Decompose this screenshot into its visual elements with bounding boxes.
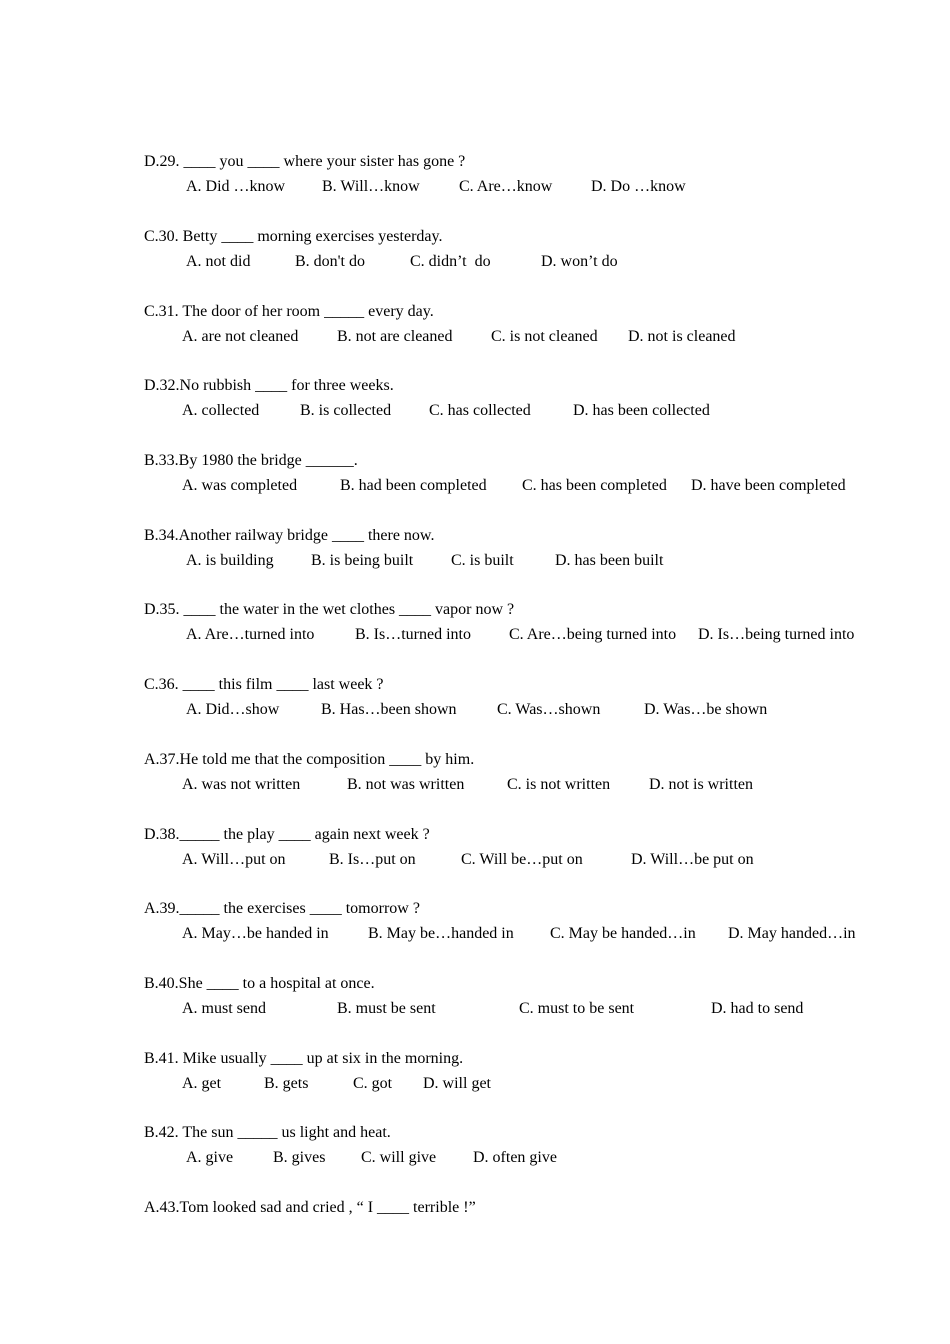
option-a: A. get [182,1075,222,1092]
option-d: D. Is…being turned into [698,626,855,643]
option-b: B. gets [264,1075,309,1092]
question-stem: B.42. The sun _____ us light and heat. [144,1124,391,1141]
option-a: A. give [186,1149,234,1166]
option-d: D. May handed…in [728,925,856,942]
option-c: C. is not cleaned [491,328,598,345]
option-b: B. not are cleaned [337,328,453,345]
option-d: D. had to send [711,1000,804,1017]
option-c: C. will give [361,1149,437,1166]
option-d: D. not is cleaned [628,328,736,345]
option-d: D. have been completed [691,477,846,494]
option-c: C. got [353,1075,393,1092]
option-a: A. May…be handed in [182,925,329,942]
option-c: C. May be handed…in [550,925,696,942]
option-d: D. won’t do [541,253,618,270]
question-stem: C.36. ____ this film ____ last week ? [144,676,384,693]
question-stem: D.32.No rubbish ____ for three weeks. [144,377,394,394]
question-stem: B.33.By 1980 the bridge ______. [144,452,358,469]
question-stem: D.35. ____ the water in the wet clothes ____ vapor now ? [144,601,515,618]
option-b: B. Is…turned into [355,626,471,643]
question-stem: C.30. Betty ____ morning exercises yesterday. [144,228,443,245]
option-b: B. is collected [300,402,392,419]
option-d: D. has been collected [573,402,710,419]
option-a: A. Did …know [186,178,286,195]
option-c: C. didn’t do [410,253,491,270]
option-a: A. Will…put on [182,851,286,868]
question-stem: C.31. The door of her room _____ every day. [144,303,434,320]
option-b: B. is being built [311,552,414,569]
option-d: D. will get [423,1075,491,1092]
question-stem: B.40.She ____ to a hospital at once. [144,975,375,992]
option-d: D. has been built [555,552,664,569]
option-b: B. had been completed [340,477,487,494]
option-b: B. May be…handed in [368,925,514,942]
option-b: B. gives [273,1149,326,1166]
option-a: A. not did [186,253,251,270]
option-d: D. Do …know [591,178,686,195]
option-b: B. don't do [295,253,365,270]
question-stem: D.38._____ the play ____ again next week ? [144,826,430,843]
option-a: A. Did…show [186,701,280,718]
option-c: C. Are…being turned into [509,626,677,643]
question-stem: A.43.Tom looked sad and cried , “ I ____ terrible !” [144,1199,476,1216]
option-c: C. Are…know [459,178,553,195]
option-a: A. Are…turned into [186,626,315,643]
question-stem: D.29. ____ you ____ where your sister has gone ? [144,153,466,170]
option-a: A. must send [182,1000,266,1017]
option-c: C. is built [451,552,514,569]
option-c: C. must to be sent [519,1000,635,1017]
question-stem: B.41. Mike usually ____ up at six in the morning. [144,1050,464,1067]
question-stem: B.34.Another railway bridge ____ there now. [144,527,435,544]
option-c: C. Was…shown [497,701,601,718]
option-d: D. not is written [649,776,753,793]
option-d: D. Was…be shown [644,701,768,718]
option-b: B. must be sent [337,1000,436,1017]
question-stem: A.39._____ the exercises ____ tomorrow ? [144,900,420,917]
option-b: B. Has…been shown [321,701,457,718]
option-b: B. Will…know [322,178,420,195]
option-a: A. was completed [182,477,298,494]
option-a: A. was not written [182,776,301,793]
option-a: A. collected [182,402,260,419]
option-d: D. Will…be put on [631,851,754,868]
option-a: A. are not cleaned [182,328,299,345]
option-c: C. has collected [429,402,531,419]
option-c: C. is not written [507,776,611,793]
option-c: C. has been completed [522,477,667,494]
option-b: B. Is…put on [329,851,416,868]
option-c: C. Will be…put on [461,851,583,868]
option-b: B. not was written [347,776,465,793]
question-stem: A.37.He told me that the composition ____ by him. [144,751,475,768]
option-a: A. is building [186,552,274,569]
option-d: D. often give [473,1149,557,1166]
